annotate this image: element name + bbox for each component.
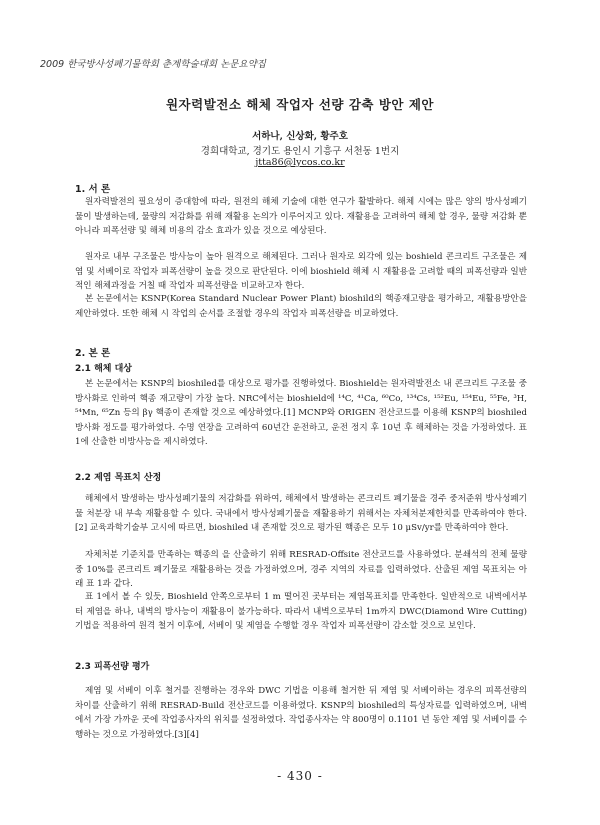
paper-title: 원자력발전소 해체 작업자 선량 감축 방안 제안	[165, 97, 435, 112]
subsection-2-2-paragraph-3: 표 1에서 볼 수 있듯, Bioshield 안쪽으로부터 1 m 떨어진 곳부터는 제염목표치를 만족한다. 일반적으로 내벽에서부터 제염을 하나, 내벽의 방사능이 재활용이 불가능하다. 따라서 내벽으로부터 1m까지 DWC(Diamond Wire Cutting) 기법을 적용하여 원격 철거 이후에, 서베이 및 제염을 수행할 경우 작업자 피폭선량이 감소할 것으로 보인다.	[75, 592, 527, 632]
page-number: - 430 -	[277, 769, 323, 783]
section-1-paragraph-3: 본 논문에서는 KSNP(Korea Standard Nuclear Power Plant) bioshild의 핵종재고량을 평가하고, 재활용방안을 제안하였다. 또한 해체 시 작업의 순서를 조절할 경우의 작업자 피폭선량을 비교하였다.	[75, 294, 527, 319]
subsection-2-3-paragraph: 제염 및 서베이 이후 철거를 진행하는 경우와 DWC 기법을 이용해 철거한 뒤 제염 및 서베이하는 경우의 피폭선량의 차이를 산출하기 위해 RESRAD-Build 전산코드를 이용하였다. KSNP의 bioshiled의 특성자료를 입력하였으며, 내벽에서 가장 가까운 곳에 작업종사자의 위치를 설정하였다. 작업종사자는 약 800명이 0.1101 년 동안 제염 및 서베이를 수행하는 것으로 가정하였다.[3][4]	[75, 686, 527, 740]
section-1-paragraph-2: 원자로 내부 구조물은 방사능이 높아 원격으로 해체된다. 그러나 원자로 외각에 있는 boshield 콘크리트 구조물은 제염 및 서베이로 작업자 피폭선량이 높을 것으로 판단된다. 이에 bioshield 해체 시 재활용을 고려할 때의 피폭선량과 일반적인 해체과정을 거칠 때 작업자 피폭선량을 비교하고자 한다.	[75, 252, 527, 292]
subsection-2-3-heading: 2.3 피폭선량 평가	[75, 662, 150, 672]
section-1-heading: 1. 서 론	[75, 184, 111, 195]
subsection-2-1-paragraph: 본 논문에서는 KSNP의 bioshiled를 대상으로 평가를 진행하였다. Bioshield는 원자력발전소 내 콘크리트 구조물 중 방사화로 인하여 핵종 재고량이 가장 높다. NRC에서는 bioshield에 ¹⁴C, ⁴¹Ca, ⁶⁰Co, ¹³⁴Cs, ¹⁵²Eu, ¹⁵⁴Eu, ⁵⁵Fe, ³H, ⁵⁴Mn, ⁶⁵Zn 등의 βγ 핵종이 존재할 것으로 예상하였다.[1] MCNP와 ORIGEN 전산코드를 이용해 KSNP의 bioshiled 방사화 정도를 평가하였다. 수명 연장을 고려하여 60년간 운전하고, 운전 정지 후 10년 후 해체하는 것을 가정하였다. 표 1에 산출한 비방사능을 제시하였다.	[75, 379, 527, 448]
subsection-2-1-heading: 2.1 해체 대상	[75, 364, 132, 374]
paper-authors: 서하나, 신상화, 황주호	[252, 131, 348, 142]
proceedings-header: 2009 한국방사성폐기물학회 춘계학술대회 논문요약집	[40, 59, 266, 70]
section-1-paragraph-1: 원자력발전의 필요성이 증대함에 따라, 원전의 해체 기술에 대한 연구가 활발하다. 해체 시에는 많은 양의 방사성폐기물이 발생하는데, 물량의 저감화를 위해 재활용 논의가 이루어지고 있다. 재활용을 고려하여 해체 할 경우, 물량 저감화 뿐 아니라 피폭선량 및 해체 비용의 감소 효과가 있을 것으로 예상된다.	[75, 197, 527, 237]
subsection-2-2-heading: 2.2 제염 목표치 산정	[75, 473, 162, 483]
section-2-heading: 2. 본 론	[75, 348, 111, 359]
paper-email[interactable]: jtta86@lycos.co.kr	[255, 157, 345, 168]
subsection-2-2-paragraph-2: 자체처분 기준치를 만족하는 핵종의 을 산출하기 위해 RESRAD-Offsite 전산코드를 사용하였다. 분쇄석의 전체 물량 중 10%를 콘크리트 폐기물로 재활용하는 것을 가정하였으며, 경주 지역의 자료를 입력하였다. 산출된 제염 목표치는 아래 표 1과 같다.	[75, 550, 527, 590]
paper-affiliation: 경희대학교, 경기도 용인시 기흥구 서천동 1번지	[200, 146, 400, 157]
subsection-2-2-paragraph-1: 해체에서 발생하는 방사성폐기물의 저감화를 위하여, 해체에서 발생하는 콘크리트 폐기물을 경주 중저준위 방사성폐기물 처분장 내 부속 재활용할 수 있다. 국내에서 방사성폐기물을 재활용하기 위해서는 자체처분제한치를 만족하여야 한다.[2] 교육과학기술부 고시에 따르면, bioshiled 내 존재할 것으로 평가된 핵종은 모두 10 μSv/yr를 만족하여야 한다.	[75, 494, 527, 534]
